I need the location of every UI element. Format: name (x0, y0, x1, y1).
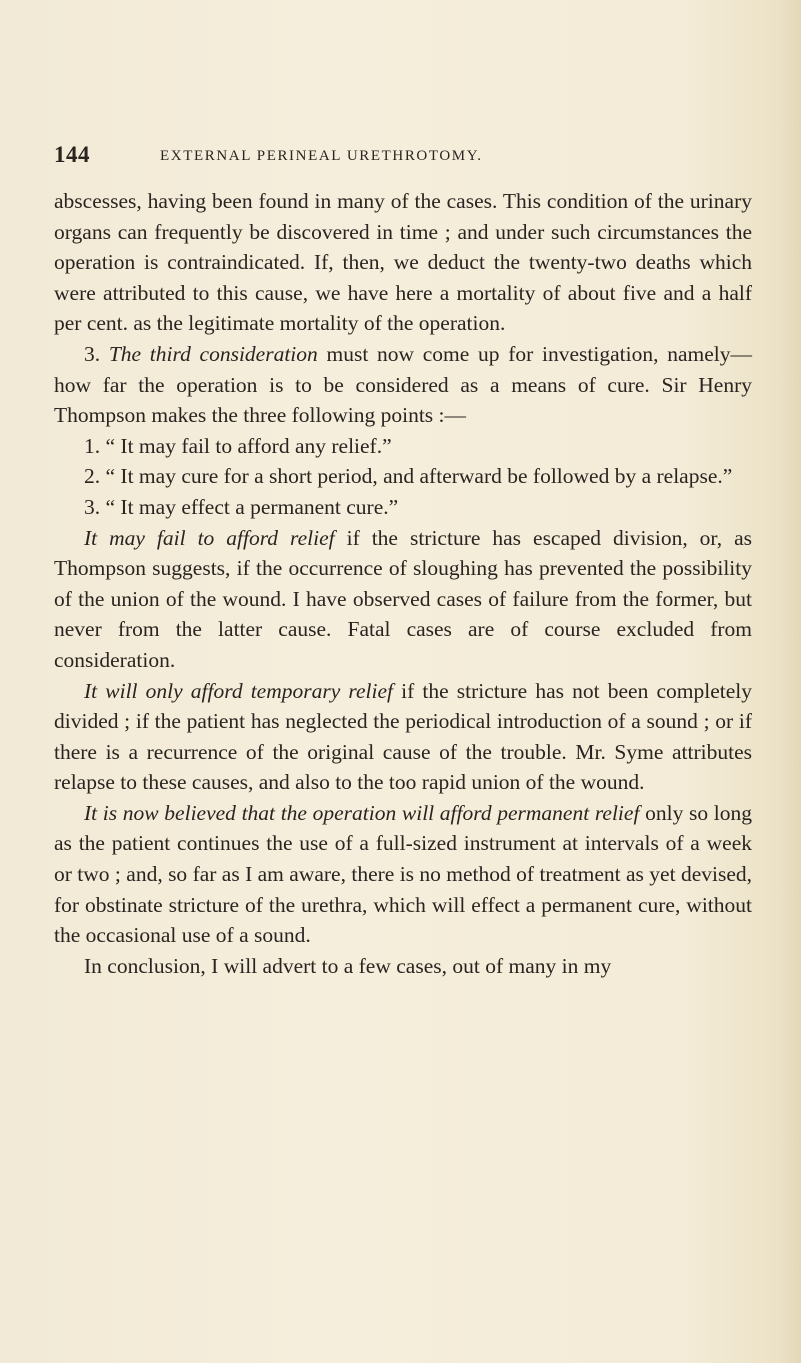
emphasis-fail-relief: It may fail to afford relief (84, 525, 335, 550)
paragraph-permanent-relief (54, 798, 752, 951)
paragraph-text: if the stricture has escaped division, or, as Thompson suggests, if the occurrence of sloughing has prevented the possibility of the union of the wound. I have observed cases of failure from the former, but never from the latter cause. Fatal cases are of course excluded from consideration. (54, 525, 752, 672)
paragraph-fail-relief (54, 523, 752, 676)
list-item-2: 2. “ It may cure for a short period, and afterward be followed by a relapse.” (84, 464, 733, 489)
page-number: 144 (54, 142, 90, 167)
paragraph-text: if the stricture has not been completely divided ; if the patient has neglected the periodical introduction of a sound ; or if there is a recurrence of the original cause of the trouble. Mr. Syme attributes relapse to these causes, and also to the too rapid union of the wound. (54, 678, 752, 795)
paragraph-text: must now come up for investigation, namely—how far the operation is to be considered as a means of cure. Sir Henry Thompson makes the three following points :— (54, 341, 752, 428)
emphasis-temporary-relief: It will only afford temporary relief (84, 678, 393, 703)
list-item-3: 3. “ It may effect a permanent cure.” (84, 494, 399, 519)
running-head: EXTERNAL PERINEAL URETHROTOMY. (160, 148, 483, 164)
paragraph-continuation: abscesses, having been found in many of the cases. This condition of the urinary organs can frequently be discovered in time ; and under such circumstances the operation is contraindicated. If, then, we deduct the twenty-two deaths which were attributed to this cause, we have here a mortality of about five and a half per cent. as the legitimate mortality of the operation. (54, 189, 752, 336)
paragraph-temporary-relief (54, 676, 752, 798)
emphasis-third-consideration: The third consideration (108, 341, 318, 366)
paragraph-conclusion: In conclusion, I will advert to a few cases, out of many in my (84, 953, 612, 978)
emphasis-permanent-relief: It is now believed that the operation will afford permanent relief (84, 800, 640, 825)
paragraph-number: 3. (84, 341, 109, 366)
paragraph-text: only so long as the patient continues the use of a full-sized instrument at intervals of a week or two ; and, so far as I am aware, there is no method of treatment as yet devised, for obstinate stricture of the urethra, which will effect a permanent cure, without the occasional use of a sound. (54, 800, 752, 948)
page-header (54, 142, 754, 172)
paragraph-third-consideration (54, 339, 752, 431)
list-item-1: 1. “ It may fail to afford any relief.” (84, 433, 392, 458)
body-text (54, 186, 752, 981)
